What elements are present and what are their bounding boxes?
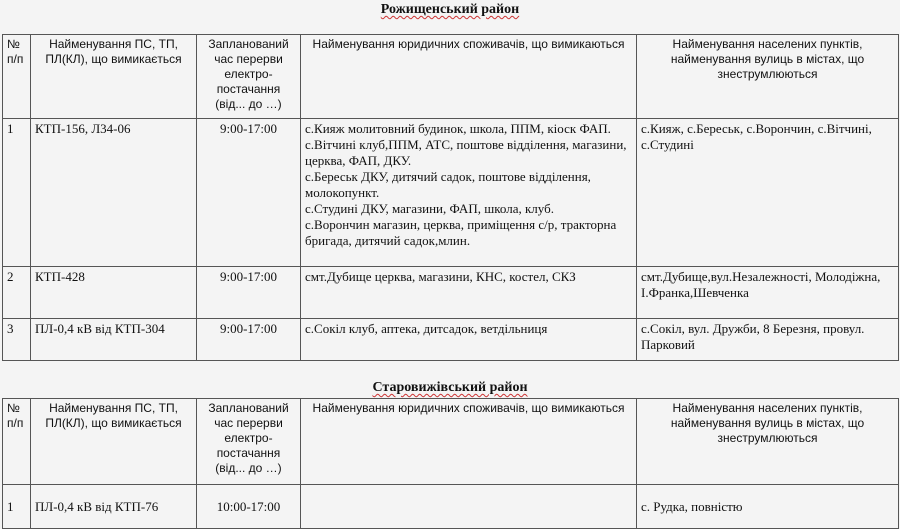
consumer-line: с.Кияж молитовний будинок, школа, ППМ, кіоск ФАП. (305, 121, 611, 136)
row-ps: КТП-156, Л34-06 (31, 119, 197, 267)
table-row (3, 119, 899, 267)
consumer-line: с.Береськ ДКУ, дитячий садок, поштове відділення, молокопункт. (305, 169, 591, 200)
row-ps: КТП-428 (31, 267, 197, 319)
row-settlements: с. Рудка, повністю (637, 485, 899, 529)
row-ps: ПЛ-0,4 кВ від КТП-76 (31, 485, 197, 529)
header-settlements: Найменування населених пунктів, найменування вулиць в містах, що знеструмлюються (637, 399, 899, 485)
header-time: Запланований час перерви електро-постачання (від... до …) (197, 399, 301, 485)
section1-header-row (3, 35, 899, 119)
table-row (3, 319, 899, 361)
row-time: 9:00-17:00 (197, 319, 301, 361)
row-time: 10:00-17:00 (197, 485, 301, 529)
consumer-line: смт.Дубище церква, магазини, КНС, костел, СКЗ (305, 269, 576, 284)
section1-table (2, 34, 899, 361)
row-num: 2 (3, 267, 31, 319)
section2-title: Старовижівський район (372, 380, 528, 395)
row-settlements: с.Сокіл, вул. Дружби, 8 Березня, провул. Парковий (637, 319, 899, 361)
section2-header-row (3, 399, 899, 485)
header-settlements: Найменування населених пунктів, найменування вулиць в містах, що знеструмлюються (637, 35, 899, 119)
section1-title: Рожищенський район (380, 2, 520, 17)
row-consumers (301, 319, 637, 361)
consumer-line: с.Студині ДКУ, магазини, ФАП, школа, клуб. (305, 201, 554, 216)
row-ps: ПЛ-0,4 кВ від КТП-304 (31, 319, 197, 361)
row-consumers (301, 267, 637, 319)
row-time: 9:00-17:00 (197, 267, 301, 319)
table-row (3, 267, 899, 319)
header-consumers: Найменування юридичних споживачів, що вимикаються (301, 399, 637, 485)
row-time: 9:00-17:00 (197, 119, 301, 267)
row-consumers (301, 119, 637, 267)
header-num: № п/п (3, 399, 31, 485)
table-row (3, 485, 899, 529)
consumer-line: с.Вітчині клуб,ППМ, АТС, поштове відділення, магазини, церква, ФАП, ДКУ. (305, 137, 627, 168)
header-num: № п/п (3, 35, 31, 119)
row-num: 3 (3, 319, 31, 361)
row-settlements: с.Кияж, с.Береськ, с.Ворончин, с.Вітчині, с.Студині (637, 119, 899, 267)
consumer-line: с.Сокіл клуб, аптека, дитсадок, ветдільниця (305, 321, 548, 336)
header-consumers: Найменування юридичних споживачів, що вимикаються (301, 35, 637, 119)
row-consumers (301, 485, 637, 529)
header-ps: Найменування ПС, ТП, ПЛ(КЛ), що вимикається (31, 399, 197, 485)
row-num: 1 (3, 485, 31, 529)
section2-table (2, 398, 899, 529)
row-num: 1 (3, 119, 31, 267)
header-ps: Найменування ПС, ТП, ПЛ(КЛ), що вимикається (31, 35, 197, 119)
row-settlements: смт.Дубище,вул.Незалежності, Молодіжна, І.Франка,Шевченка (637, 267, 899, 319)
consumer-line: с.Ворончин магазин, церква, приміщення с/р, тракторна бригада, дитячий садок,млин. (305, 217, 617, 248)
header-time: Запланований час перерви електро-постачання (від... до …) (197, 35, 301, 119)
